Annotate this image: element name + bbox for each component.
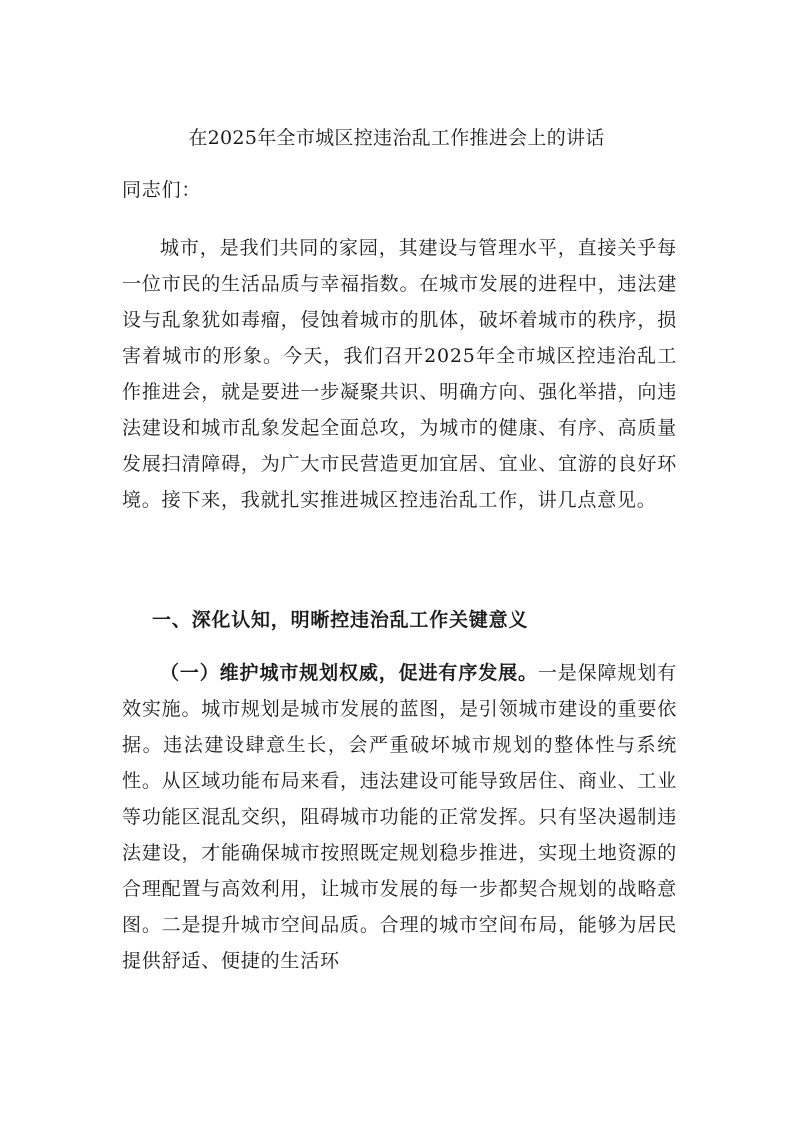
subsection-lead: （一）维护城市规划权威，促进有序发展。 <box>160 662 538 684</box>
intro-paragraph: 城市，是我们共同的家园，其建设与管理水平，直接关乎每一位市民的生活品质与幸福指数。在城市发展的进程中，违法建设与乱象犹如毒瘤，侵蚀着城市的肌体，破坏着城市的秩序，损害着城市的形象。今天，我们召开2025年全市城区控违治乱工作推进会，就是要进一步凝聚共识、明确方向、强化举措，向违法建设和城市乱象发起全面总攻，为城市的健康、有序、高质量发展扫清障碍，为广大市民营造更加宜居、宜业、宜游的良好环境。接下来，我就扎实推进城区控违治乱工作，讲几点意见。 <box>122 237 677 511</box>
section-heading-1: 一、深化认知，明晰控违治乱工作关键意义 <box>152 609 529 631</box>
subsection-body: 一是保障规划有效实施。城市规划是城市发展的蓝图，是引领城市建设的重要依据。违法建设肆意生长，会严重破坏城市规划的整体性与系统性。从区域功能布局来看，违法建设可能导致居住、商业、工业等功能区混乱交织，阻碍城市功能的正常发挥。只有坚决遏制违法建设，才能确保城市按照既定规划稳步推进，实现土地资源的合理配置与高效利用，让城市发展的每一步都契合规划的战略意图。二是提升城市空间品质。合理的城市空间布局，能够为居民提供舒适、便捷的生活环 <box>122 662 678 972</box>
document-title: 在2025年全市城区控违治乱工作推进会上的讲话 <box>188 127 605 149</box>
salutation: 同志们： <box>122 179 202 201</box>
section-1-paragraph <box>122 655 677 979</box>
